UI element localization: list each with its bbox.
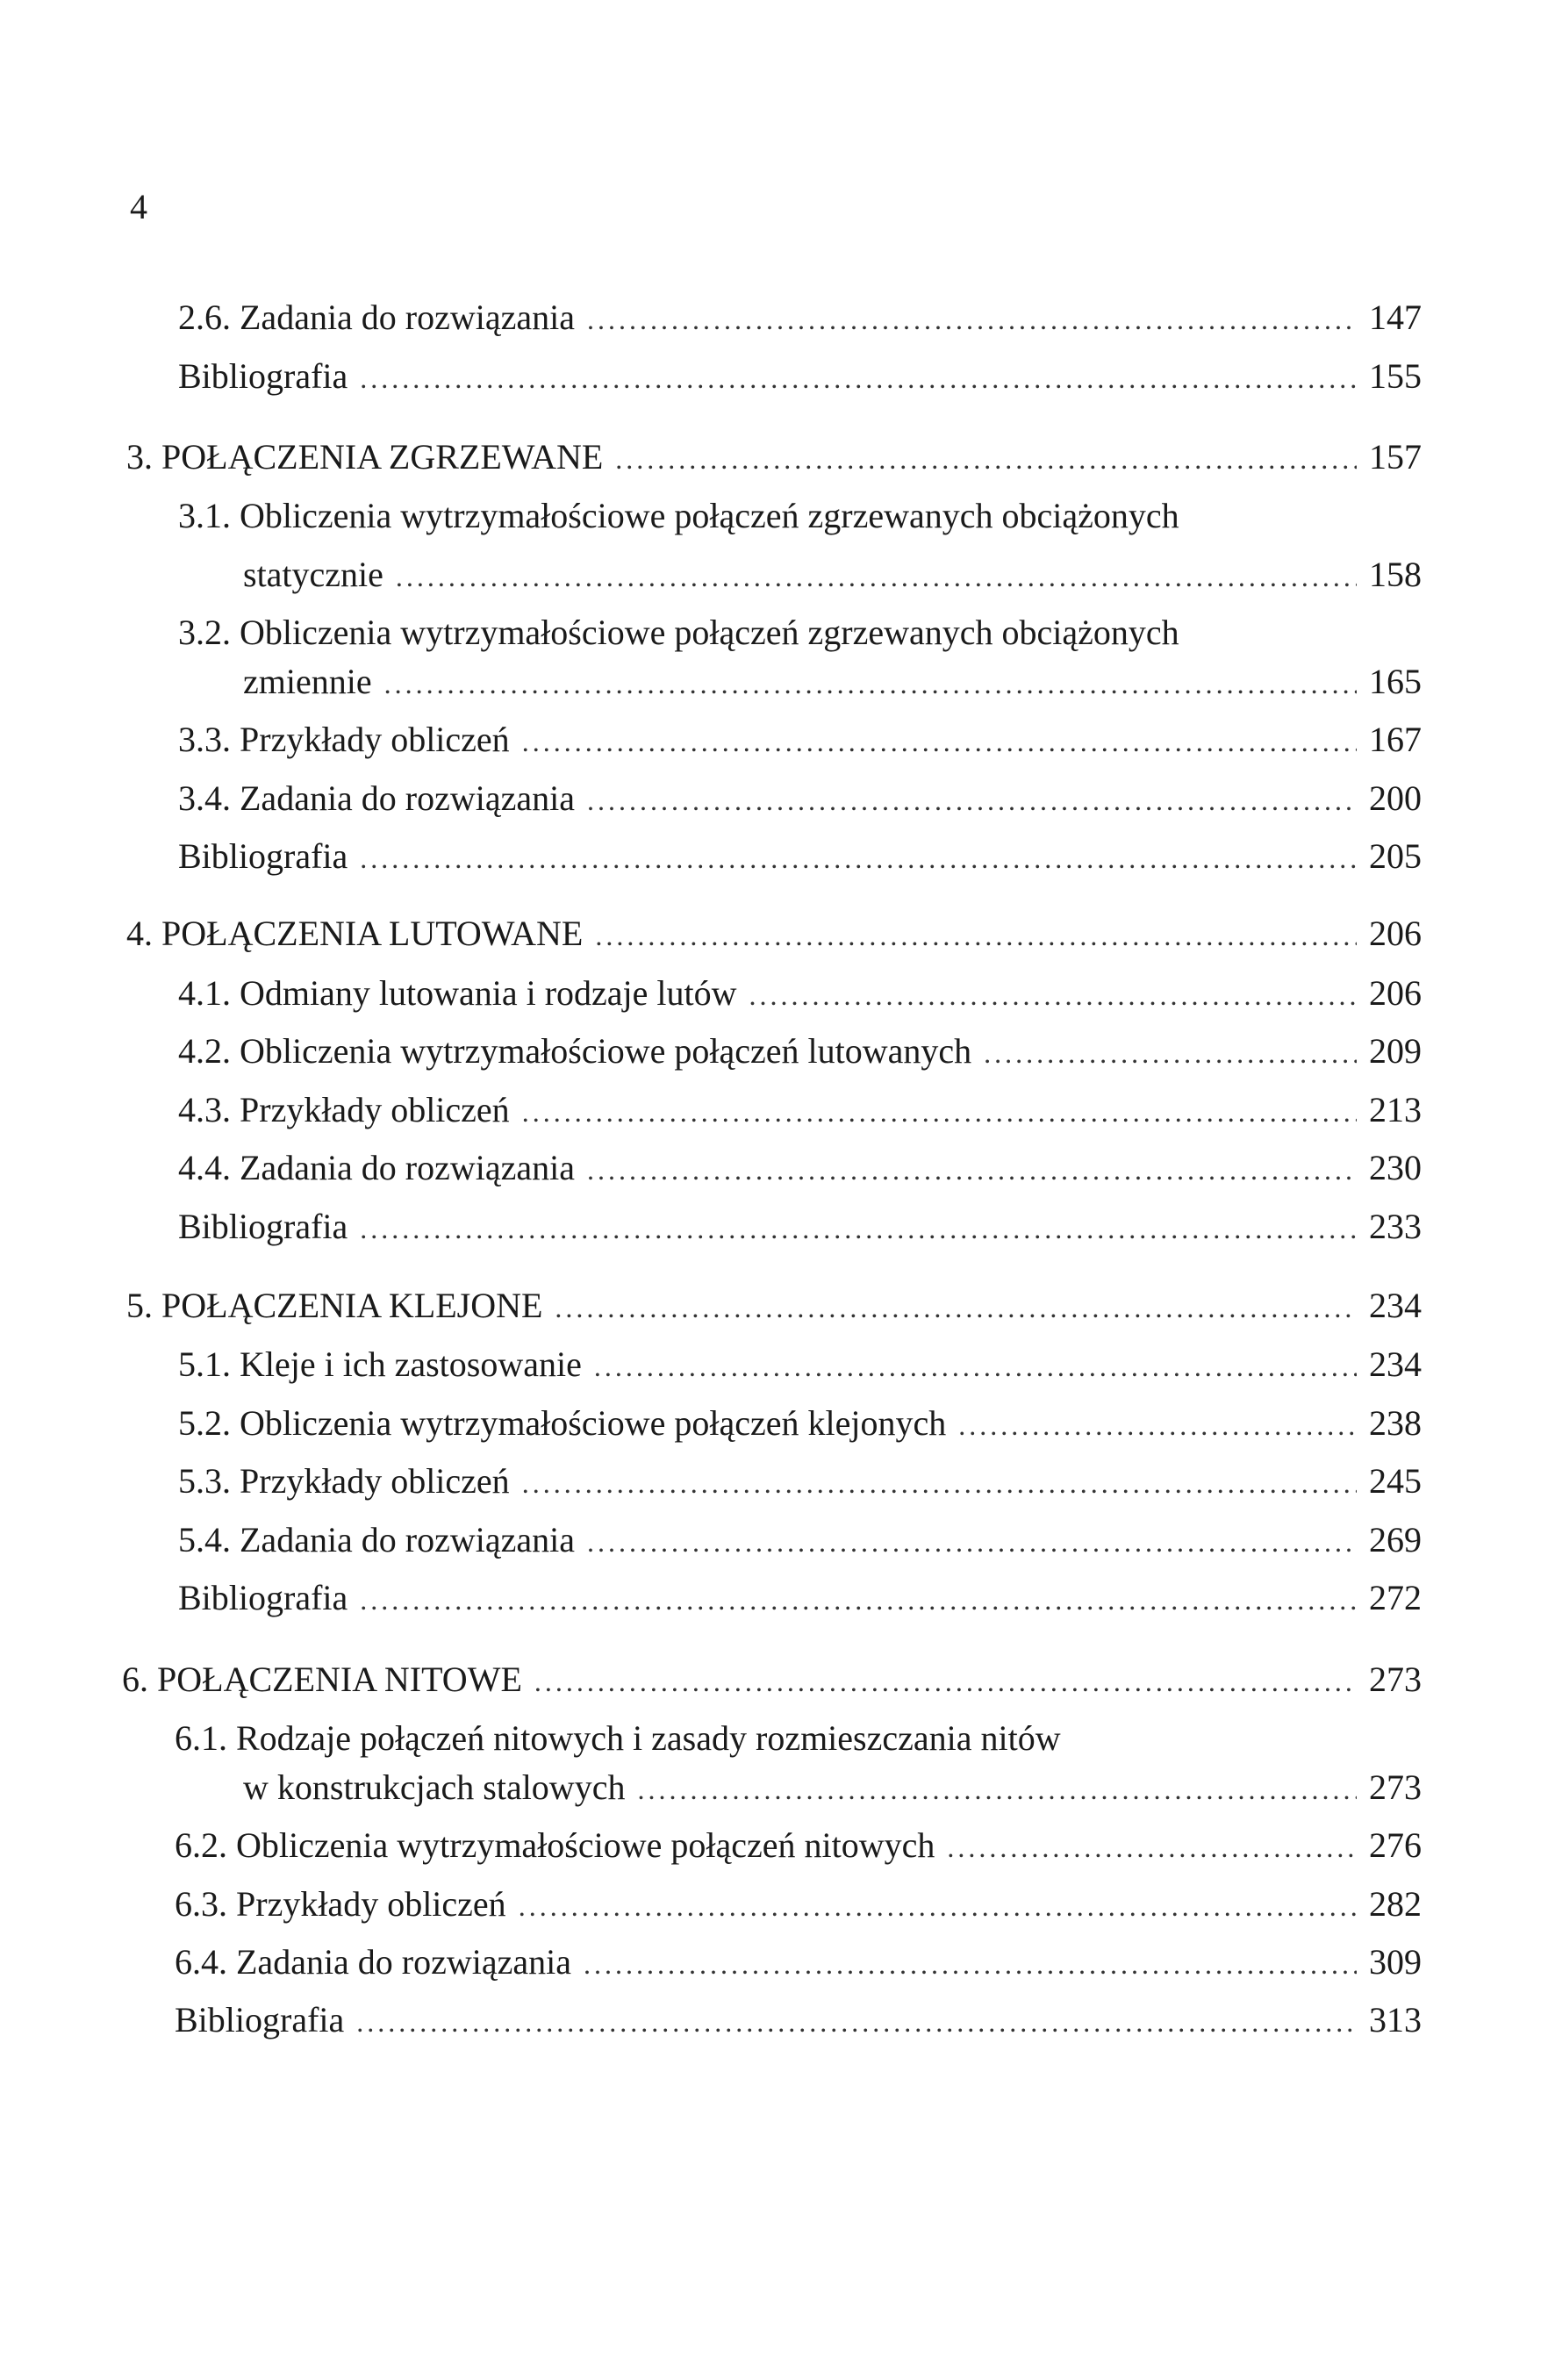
leader-dots (360, 1204, 1357, 1253)
leader-dots (594, 1342, 1357, 1391)
chapter-title: 4. POŁĄCZENIA LUTOWANE (126, 914, 584, 953)
toc-entry-page: 167 (1369, 720, 1422, 759)
toc-entry[interactable] (178, 1574, 1422, 1624)
leader-dots (749, 971, 1357, 1020)
toc-entry-page: 205 (1369, 836, 1422, 876)
leader-dots (360, 834, 1357, 883)
toc-entry[interactable] (178, 352, 1422, 403)
toc-entry-page: 272 (1369, 1578, 1422, 1617)
toc-entry-label: 6.3. Przykłady obliczeń (175, 1884, 506, 1924)
chapter-page: 157 (1369, 437, 1422, 477)
leader-dots (637, 1765, 1357, 1814)
toc-entry-page: 155 (1369, 356, 1422, 396)
leader-dots (615, 434, 1357, 484)
toc-entry-page: 309 (1369, 1942, 1422, 1982)
chapter-title: 3. POŁĄCZENIA ZGRZEWANE (126, 437, 604, 477)
toc-entry[interactable] (178, 1399, 1422, 1450)
toc-entry[interactable] (178, 1516, 1422, 1566)
toc-entry[interactable] (178, 293, 1422, 344)
leader-dots (522, 1459, 1357, 1508)
chapter-page: 273 (1369, 1660, 1422, 1699)
toc-entry[interactable] (178, 1202, 1422, 1253)
toc-entry[interactable] (178, 774, 1422, 825)
leader-dots (555, 1283, 1357, 1332)
leader-dots (958, 1401, 1357, 1450)
leader-dots (356, 1997, 1357, 2047)
toc-entry[interactable] (178, 969, 1422, 1020)
leader-dots (587, 776, 1357, 825)
toc-entry-label: Bibliografia (178, 1207, 348, 1246)
toc-entry-page: 273 (1369, 1767, 1422, 1807)
toc-entry-page: 209 (1369, 1031, 1422, 1071)
leader-dots (522, 1087, 1357, 1136)
toc-entry-page: 282 (1369, 1884, 1422, 1924)
toc-entry-page: 238 (1369, 1403, 1422, 1443)
leader-dots (519, 1882, 1357, 1931)
toc-entry-page: 158 (1369, 555, 1422, 594)
leader-dots (534, 1657, 1357, 1706)
leader-dots (587, 295, 1357, 344)
toc-entry-label: 5.2. Obliczenia wytrzymałościowe połączeń klejonych (178, 1403, 947, 1443)
toc-entry[interactable] (178, 832, 1422, 883)
toc-entry-page: 147 (1369, 298, 1422, 337)
toc-entry-label: statycznie (243, 555, 383, 594)
toc-entry-label: Bibliografia (175, 2000, 345, 2039)
toc-entry-label: 2.6. Zadania do rozwiązania (178, 298, 576, 337)
toc-chapter-heading[interactable] (126, 909, 1422, 960)
toc-entry-page: 165 (1369, 662, 1422, 701)
toc-entry-page: 233 (1369, 1207, 1422, 1246)
toc-entry-label: Bibliografia (178, 1578, 348, 1617)
chapter-title: 5. POŁĄCZENIA KLEJONE (126, 1286, 543, 1325)
toc-entry-label: 6.4. Zadania do rozwiązania (175, 1942, 572, 1982)
leader-dots (360, 354, 1357, 403)
toc-entry[interactable] (178, 1457, 1422, 1508)
toc-entry[interactable] (178, 715, 1422, 766)
toc-entry-page: 213 (1369, 1090, 1422, 1129)
toc-entry-label: 3.4. Zadania do rozwiązania (178, 778, 576, 818)
leader-dots (396, 552, 1357, 601)
toc-entry[interactable] (178, 1086, 1422, 1136)
chapter-page: 206 (1369, 914, 1422, 953)
leader-dots (584, 1939, 1357, 1989)
toc-entry-page: 245 (1369, 1461, 1422, 1501)
toc-entry-first-line[interactable]: 3.1. Obliczenia wytrzymałościowe połączeń zgrzewanych obciążonych (178, 496, 1179, 535)
page-number: 4 (130, 187, 147, 226)
toc-entry-page: 269 (1369, 1520, 1422, 1559)
toc-entry-label: 4.4. Zadania do rozwiązania (178, 1148, 576, 1187)
chapter-page: 234 (1369, 1286, 1422, 1325)
toc-entry[interactable] (175, 1880, 1422, 1931)
toc-entry-label: zmiennie (243, 662, 372, 701)
leader-dots (587, 1517, 1357, 1566)
toc-entry-label: 5.1. Kleje i ich zastosowanie (178, 1344, 582, 1384)
toc-entry-page: 313 (1369, 2000, 1422, 2039)
toc-entry[interactable] (243, 550, 1422, 601)
toc-entry-first-line[interactable]: 6.1. Rodzaje połączeń nitowych i zasady rozmieszczania nitów (175, 1718, 1061, 1758)
toc-chapter-heading[interactable] (126, 1281, 1422, 1332)
toc-entry-label: w konstrukcjach stalowych (243, 1767, 626, 1807)
toc-entry-label: 4.1. Odmiany lutowania i rodzaje lutów (178, 973, 737, 1013)
toc-chapter-heading[interactable] (122, 1655, 1422, 1706)
leader-dots (384, 659, 1357, 708)
toc-entry[interactable] (178, 1340, 1422, 1391)
toc-entry-first-line[interactable]: 3.2. Obliczenia wytrzymałościowe połączeń zgrzewanych obciążonych (178, 613, 1179, 652)
toc-entry-label: 5.4. Zadania do rozwiązania (178, 1520, 576, 1559)
leader-dots (947, 1823, 1357, 1872)
toc-entry-page: 200 (1369, 778, 1422, 818)
toc-entry-label: 4.2. Obliczenia wytrzymałościowe połączeń lutowanych (178, 1031, 972, 1071)
toc-entry-label: Bibliografia (178, 836, 348, 876)
toc-entry[interactable] (175, 1938, 1422, 1989)
toc-entry-page: 276 (1369, 1825, 1422, 1865)
toc-entry[interactable] (178, 1143, 1422, 1194)
toc-entry-page: 206 (1369, 973, 1422, 1013)
leader-dots (360, 1575, 1357, 1624)
toc-entry-page: 234 (1369, 1344, 1422, 1384)
leader-dots (522, 717, 1357, 766)
toc-entry-label: 5.3. Przykłady obliczeń (178, 1461, 510, 1501)
toc-entry-page: 230 (1369, 1148, 1422, 1187)
toc-entry-label: 6.2. Obliczenia wytrzymałościowe połączeń nitowych (175, 1825, 935, 1865)
toc-entry[interactable] (243, 1763, 1422, 1814)
toc-entry[interactable] (178, 1027, 1422, 1078)
toc-entry[interactable] (175, 1821, 1422, 1872)
toc-entry-label: 4.3. Przykłady obliczeń (178, 1090, 510, 1129)
leader-dots (984, 1029, 1357, 1078)
toc-entry[interactable] (243, 657, 1422, 708)
toc-chapter-heading[interactable] (126, 433, 1422, 484)
toc-entry-label: Bibliografia (178, 356, 348, 396)
leader-dots (595, 911, 1357, 960)
toc-entry-label: 3.3. Przykłady obliczeń (178, 720, 510, 759)
toc-entry[interactable] (175, 1996, 1422, 2047)
leader-dots (587, 1145, 1357, 1194)
chapter-title: 6. POŁĄCZENIA NITOWE (122, 1660, 522, 1699)
